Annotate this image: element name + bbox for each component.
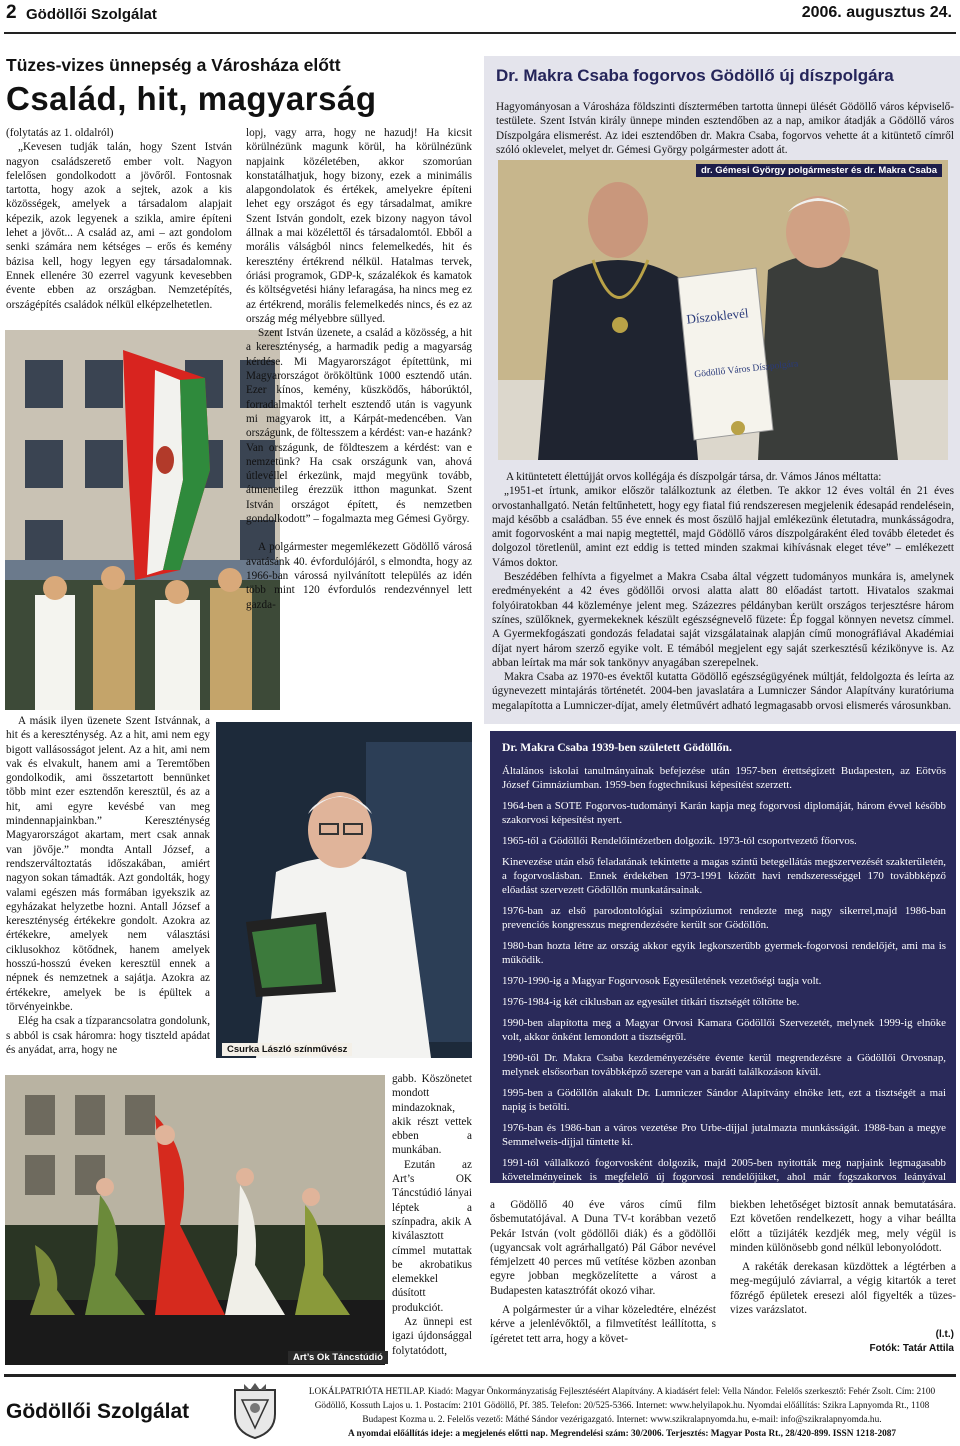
left-col3-bottom <box>392 1072 472 1358</box>
continuation-note: (folytatás az 1. oldalról) <box>6 127 114 139</box>
right-article-body <box>492 470 954 713</box>
right-article-intro <box>496 100 954 157</box>
paragraph: gabb. Köszönetet mondott mindazoknak, akik részt vettek ebben a munkában. <box>392 1073 472 1157</box>
bio-box <box>490 731 956 1197</box>
article-title: Család, hit, magyarság <box>6 80 377 117</box>
diploma-title: Gödöllő Város Díszpolgára <box>693 359 799 381</box>
paragraph: Elég ha csak a tízparancsolatra gondolunk, s abból is csak háromra: hogy tiszteld apádat és anyádat, arra, hogy ne <box>6 1015 210 1056</box>
diploma-word: Díszoklevél <box>685 305 750 327</box>
paragraph: A kitüntetett élettújját orvos kollégája és díszpolgár társa, dr. Vámos János méltatta: <box>506 471 882 483</box>
bio-heading: Dr. Makra Csaba 1939-ben született Gödöllőn. <box>502 741 732 754</box>
dancers-illustration <box>5 1075 385 1365</box>
paragraph: Beszédében felhívta a figyelmet a Makra Csaba által végzett tudományos munkára is, amelynek eredményeként a 42 éves gödöllői orvosi alatta alatt 80 előadást tartott. Hivatalos szakmai folyóiratokban 44 közleménye jelent meg. Százezres példányban került országos terjesztésre három színes, szülőknek, gyermekeknek készült egészségnevelő füzete: Ép foggal könnyen nevetsz címmel. A Gyermekfogászati gondozás feladatai saját vizsgálatainak alapján című monográfiával Akadémiai díjat nyert három szerző egyike volt. E témából megjelent egy saját szerkesztésű kézikönyve is. Az abban leírtak ma már sok tankönyv anyagában szerepelnek. <box>492 571 954 669</box>
bio-entry: 1990-től Dr. Makra Csaba kezdeményezésére évente kerül megrendezésre a Gödöllői Orvosnap, melynek elsősorban továbbképző szerepe van a baráti találkozáson kívül. <box>502 1052 946 1078</box>
bio-entry: 1976-1984-ig két ciklusban az egyesület titkári tisztségét töltötte be. <box>502 996 800 1008</box>
paragraph: Hagyományosan a Városháza földszinti dísztermében tartotta ünnepi ülését Gödöllő város képviselő-testülete. Szent István király ünnepe minden esztendőben az a nap, amikor átadják a Gödöllő város Díszpolgára elismerést. Az idei esztendőben dr. Makra Csaba, fogorvos vehette át a kitüntető címről szóló oklevelet, melyet dr. Gémesi György polgármester adott át. <box>496 101 954 156</box>
photo-caption: Art’s Ok Táncstúdió <box>288 1351 388 1364</box>
bio-entry: 1980-ban hozta létre az ország akkor egyik legkorszerűbb gyermek-fogorvosi rendelőjét, ami ma is működik. <box>502 940 946 966</box>
city-crest-icon <box>230 1382 280 1440</box>
signature: (l.t.) <box>935 1329 954 1340</box>
paragraph: Ezután az Art’s OK Táncstúdió lányai léptek a színpadra, akik A kiválasztott címmel mutattak be akrobatikus elemekkel dúsított produkciót. <box>392 1158 472 1314</box>
photo-flag-raising <box>5 330 280 710</box>
bio-entry: Kinevezése után első feladatának tekintette a magas szintű betegellátás megszervezését szakterületén, a fogorvoslásban. Ennek érdekében 1973-1991 között havi rendszerességgel 170 továbbképző előadást szervezett Gödöllőn munkatársainak. <box>502 856 946 896</box>
imprint-line: A nyomdai előállítás ideje: a megjelenés előtti nap. Megrendelési szám: 30/2006. Terjesztés: Magyar Posta Rt., 28/420-899. ISSN 1218-2087 <box>347 1429 897 1439</box>
left-col1-top <box>6 126 232 312</box>
photo-actor <box>216 722 472 1058</box>
paper-name: Gödöllői Szolgálat <box>26 6 157 23</box>
header-rule <box>4 32 956 34</box>
footer-masthead: Gödöllői Szolgálat <box>6 1400 190 1423</box>
paragraph: „Kevesen tudják talán, hogy Szent István nagyon családszerető ember volt. Nagyon felelősen gondolkodott a jövőről. Fontosnak tartotta, hogy azok a sejtek, azok a kis közösségek, amelyek a társadalom alapjait képezik, azok legyenek a szikla, amire építeni lehet a jövőt... A család az, ami – azt gondolom senki számára nem kétséges – erős és kemény bázisa kell, hogy legyen egy társadalomnak. Ennek ellenére 30 ezerrel vagyunk kevesebben évente ebben az országban. Nemzetépítés, országépítés családok nélkül elképzelhetetlen. <box>6 141 232 311</box>
photo-caption: dr. Gémesi György polgármester és dr. Makra Csaba <box>696 164 942 177</box>
issue-date: 2006. augusztus 24. <box>801 4 952 21</box>
paragraph: Szent István üzenete, a család a közösség, a hit a kereszténység, a harmadik pedig a magyarság kérdése. Mi Magyarországot építettünk, mi Magyarországot örököltünk 1000 esztendő után. Ezer kínos, kemény, küszködős, háborúktól, forradalmaktól terhelt esztendő után is vagyunk mi magyarok itt, a Kárpát-medencében. Van országunk, de föltesszem a kérdést: van-e hazánk? Van országunk, de földteszem a kérdést: van e nemzetünk? Ha csak országunk van, ahová útlevéllel érkezünk, majd megyünk tovább, átmenetileg érezzük itthon magunkat. Szent István országot épített, és nemzetben gondolkodott” – fogalmazta meg Gémesi György. <box>246 327 472 526</box>
right-bottom-col1 <box>490 1198 716 1346</box>
award-illustration <box>498 160 948 460</box>
paragraph: Az ünnepi est igazi újdonsággal folytatódott, <box>392 1316 472 1357</box>
imprint-line: Budapest Kozma u. 2. Felelős vezető: Máthé Sándor vezérigazgató. Internet: www.szikralapnyomda.hu, e-mail: info@szikralapnyomda.hu. <box>362 1415 882 1425</box>
bio-entry: 1964-ben a SOTE Fogorvos-tudományi Karán kapja meg fogorvosi diplomáját, három évvel később szakorvosi képesítést nyert. <box>502 800 946 826</box>
imprint-line: LOKÁLPATRIÓTA HETILAP. Kiadó: Magyar Önkormányzatiság Fejlesztéséért Alapítvány. A kiadásért felel: Vella Nándor. Felelős szerkesztő: Fehér Zsolt. Cím: 2100 <box>308 1387 936 1397</box>
bio-entry: Általános iskolai tanulmányainak befejezése után 1957-ben érettségizett Budapesten, az Eötvös József Gimnáziumban. 1959-ben fogtechnikusi képesítést szerzett. <box>502 765 946 791</box>
bio-entry: 1976-ban az első parodontológiai szimpóziumot rendezte meg nagy sikerrel,majd 1986-ban prevenciós kongresszus megrendezésére került sor Gödöllőn. <box>502 905 946 931</box>
footer-rule <box>4 1374 956 1377</box>
paragraph: A másik ilyen üzenete Szent Istvánnak, a hit és a kereszténység. Az a hit, ami nem egy bigott vallásosságot jelent. Az a hit, ami nem vak és elvakult, hanem ami a Teremtőben gondolkodik, ami összetartott bennünket több mint ezer esztendőn keresztül, és az a hit, ami egyre kevésbé van meg mindennapjainkban.” Kereszténység Magyarországot akartam, mert csak annak van jövője.” mondta Antall József, a rendszerváltoztatás időszakában, amiért nagyon sokan támadták. Azt gondolták, hogy valami egészen más formában igyekszik az egyházakat helyzetbe hozni. Antall József a kereszténység értékekre gondolt. Azokra az értékekre, amelyek nem választási ciklusokhoz kötődnek, hanem amelyek hosszú-hosszú éveken keresztül ennek a népnek és nemzetnek a sajátja. Azokra az értékekre, amelyek be is épültek a törvényeinkbe. <box>6 715 210 1013</box>
paragraph: biekben lehetőséget biztosít annak bemutatására. Ezt követően rendelkezett, hogy a vihar beállta előtt a tűzijáték kezdjék meg, mely végül is minden különösebb gond nélkül lebonyolódott. <box>730 1199 956 1254</box>
left-col1-bottom <box>6 714 210 1057</box>
bio-entry: 1991-től vállalkozó fogorvosként dolgozik, majd 2005-ben nyitották meg napjaink legmagasabb követelményeinek is megfelelő új fogorvosi rendelőjüket, ahol már fogszakorvos leányával dolgoznak együtt. <box>502 1157 946 1197</box>
paragraph: A polgármester megemlékezett Gödöllő városá avatásánk 40. évfordulójáról, s elmondta, hogy az 1966-ban várossá nyilvánított település az idén több mint 120 évfordulós rendezvénnyel lett gazda- <box>246 541 472 611</box>
photo-dancers <box>5 1075 385 1365</box>
page-number: 2 <box>6 2 17 23</box>
left-col2-top <box>246 126 472 612</box>
paragraph: „1951-et írtunk, amikor először találkoztunk az életben. Te akkor 12 éves voltál én 21 éves orvostanhallgató. Netán feltűnhetett, hogy egy fiatal fiú rendszeresen megjelenik édesapád rendelésein, majd később a családban. 55 éve ennek és most őszülő hajjal emlékezünk életutadra, munkásságodra, amit fogorvosként a mai napig megtettél, majd Gödöllő város díszpolgáraként éled tovább életedet és dolgozol töretlenül, amint ezt eddig is tetted minden szakmai kihívásnak eleget téve” – emlékezett Vámos doktor. <box>492 485 954 569</box>
right-article-title: Dr. Makra Csaba fogorvos Gödöllő új díszpolgára <box>496 66 894 85</box>
bio-entry: 1970-1990-ig a Magyar Fogorvosok Egyesületének vezetőségi tagja volt. <box>502 975 822 987</box>
actor-illustration <box>216 722 472 1058</box>
bio-entry: 1976-ban és 1986-ban a város vezetése Pro Urbe-díjjal jutalmazta munkásságát. 1988-ban a megye Semmelweis-díjjal tüntette ki. <box>502 1122 946 1148</box>
photo-caption: Csurka László színművész <box>222 1043 352 1056</box>
paragraph: A rakéták derekasan küzdöttek a légtérben a meg-megújuló záviarral, a végig kitartók a teret főzrégő épületek eresezi alól figyelték a tüzes-vizes varázslatot. <box>730 1261 956 1317</box>
bio-entry: 1995-ben a Gödöllőn alakult Dr. Lumniczer Sándor Alapítvány elnöke lett, ezt a tisztségét a mai napig is betölti. <box>502 1087 946 1113</box>
photo-credit: Fotók: Tatár Attila <box>869 1343 954 1354</box>
right-bottom-col2 <box>730 1198 956 1317</box>
photo-award-ceremony <box>498 160 948 460</box>
paragraph: a Gödöllő 40 éve város című film ősbemutatójával. A Duna TV-t korábban vezető Pekár István (volt gödöllői diák) és a gödöllői (ugyancsak volt agrárhallgató) Pál Gábor nevével fémjelzett 40 perces mű vetítése közben azonban egyre jobban megközelítette a várost a Budapesten katasztrófát okozó vihar. <box>490 1199 716 1297</box>
bio-entry: 1990-ben alapította meg a Magyar Orvosi Kamara Gödöllői Szervezetét, melynek 1999-ig elnöke volt, akkor önként lemondott a tisztségről. <box>502 1017 946 1043</box>
paragraph: lopj, vagy arra, hogy ne hazudj! Ha kicsit körülnézünk magunk körül, ha körülnézünk napjaink közéletében, akkor szomorúan konstatálhatjuk, hogy bizony, ezek a minimális alapgondolatok és értékek, amelyekre építeni lehet egy országot és egy társadalmat, amikre Szent István gondolt, ezek bizony nagyon távol állnak a mai közélettől és társadalomtól. Ebből a morális válságból nincs felemelkedés, hit és keresztény értékrend nélkül. Hatalmas tervek, óriási programok, GDP-k, százalékok és kamatok és költségvetési hiány lefaragása, ha nincs meg ez az értékrend, morális felemelkedés nincs, és ez az ország még mélyebbre süllyed. <box>246 127 472 325</box>
imprint-line: Gödöllő, Kossuth Lajos u. 1. Postacím: 2101 Gödöllő, Pf. 385. Telefon: 20/525-5366. Internet: www.helyilapok.hu. Nyomdai előállítás: Szikra Lapnyomda Rt., 1108 <box>314 1401 930 1411</box>
imprint <box>290 1385 954 1441</box>
paragraph: Makra Csaba az 1970-es évektől kutatta Gödöllő egészségügyének múltját, feldolgozta és leírta az úgynevezett mintajárás történetét. 2004-ben javaslatára a Lumniczer Sándor Alapítvány kuratóriuma megalapította a Lumniczer-díjat, amely életművért adható legmagasabb orvosi elismerés városunkban. <box>492 671 954 712</box>
article-kicker: Tüzes-vizes ünnepség a Városháza előtt <box>6 55 341 75</box>
flag-raising-illustration <box>5 330 280 710</box>
paragraph: A polgármester úr a vihar közeledtére, elnézést kérve a jelenlévőktől, a filmvetítést leállította, s ígéretet tett arra, hogy a követ- <box>490 1304 716 1345</box>
bio-entry: 1965-től a Gödöllői Rendelőintézetben dolgozik. 1973-tól csoportvezető főorvos. <box>502 835 857 847</box>
